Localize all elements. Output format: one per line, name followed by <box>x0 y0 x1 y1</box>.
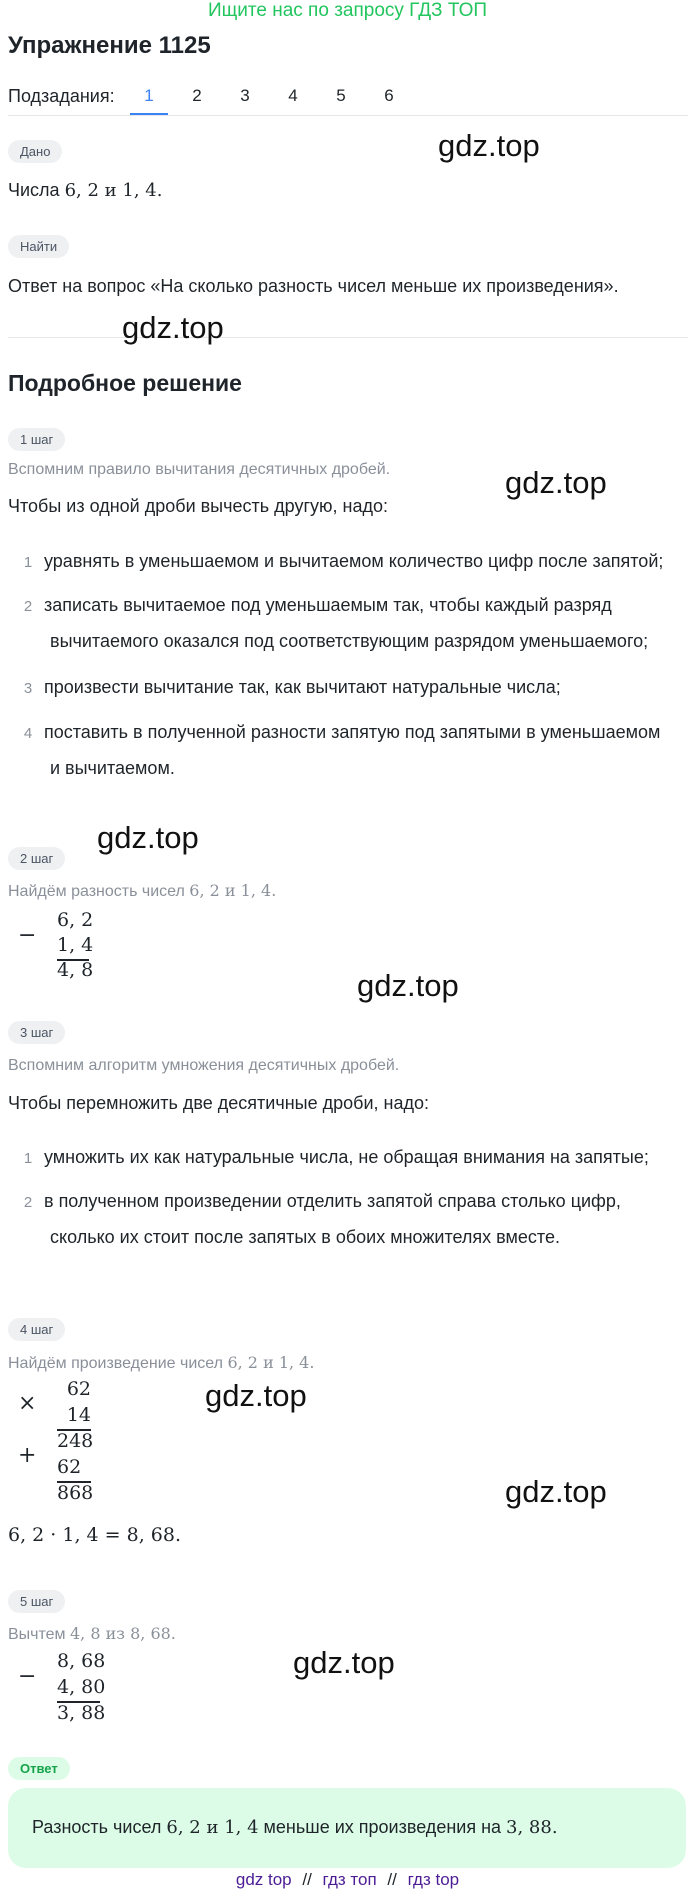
minuend: 8, 68 <box>57 1650 106 1672</box>
answer-badge: Ответ <box>8 1757 70 1780</box>
find-text: Ответ на вопрос «На сколько разность чисел меньше их произведения». <box>8 276 619 296</box>
list-item: поставить в полученной разности запятую под запятыми в уменьшаемом <box>44 722 661 742</box>
solution-title: Подробное решение <box>8 370 242 396</box>
watermark: gdz.top <box>357 968 459 1003</box>
minus-sign: − <box>18 923 37 948</box>
step-3-badge: 3 шаг <box>8 1021 65 1044</box>
subtrahend: 4, 80 <box>57 1676 106 1698</box>
tab-subtask-2[interactable]: 2 <box>192 86 202 105</box>
list-item: произвести вычитание так, как вычитают натуральные числа; <box>44 677 561 697</box>
tabs-divider <box>8 115 688 116</box>
page-title: Упражнение 1125 <box>8 32 211 59</box>
step-2-hint: Найдём разность чисел 6, 2 и 1, 4. <box>8 881 277 900</box>
list-number: 4 <box>23 725 33 742</box>
watermark: gdz.top <box>505 465 607 500</box>
subtasks-label: Подзадания: <box>8 86 115 106</box>
list-item: уравнять в уменьшаемом и вычитаемом количество цифр после запятой; <box>44 551 664 571</box>
list-number: 2 <box>23 598 33 615</box>
watermark: gdz.top <box>97 820 199 855</box>
step-1-badge: 1 шаг <box>8 428 65 451</box>
tab-subtask-5[interactable]: 5 <box>336 86 346 105</box>
minuend: 6, 2 <box>57 909 94 931</box>
difference: 3, 88 <box>57 1702 106 1724</box>
multiply-sign: × <box>18 1391 37 1416</box>
difference: 4, 8 <box>57 959 94 981</box>
step-4-hint: Найдём произведение чисел 6, 2 и 1, 4. <box>8 1353 315 1372</box>
partial-product-2: 62 <box>57 1456 82 1478</box>
answer-text: Разность чисел 6, 2 и 1, 4 меньше их произведения на 3, 88. <box>32 1817 558 1838</box>
footer-separator: // <box>387 1870 397 1889</box>
watermark: gdz.top <box>505 1474 607 1509</box>
product: 868 <box>57 1482 94 1504</box>
footer-link[interactable]: гдз top <box>407 1870 460 1889</box>
tab-subtask-3[interactable]: 3 <box>240 86 250 105</box>
plus-sign: + <box>18 1443 37 1468</box>
list-item: записать вычитаемое под уменьшаемым так, чтобы каждый разряд <box>44 595 612 615</box>
watermark: gdz.top <box>122 310 224 345</box>
search-banner: Ищите нас по запросу ГДЗ ТОП <box>207 0 488 21</box>
factor-1: 62 <box>66 1378 91 1400</box>
factor-2: 14 <box>66 1404 91 1426</box>
list-item: умножить их как натуральные числа, не обращая внимания на запятые; <box>44 1147 649 1167</box>
list-item-continuation: вычитаемого оказался под соответствующим разрядом уменьшаемого; <box>50 631 649 651</box>
subtrahend: 1, 4 <box>57 934 94 956</box>
find-badge: Найти <box>8 235 69 258</box>
step-5-hint: Вычтем 4, 8 из 8, 68. <box>8 1624 176 1643</box>
tab-subtask-6[interactable]: 6 <box>384 86 394 105</box>
list-item-continuation: и вычитаемом. <box>50 758 175 778</box>
watermark: gdz.top <box>438 128 540 163</box>
step-1-hint: Вспомним правило вычитания десятичных дробей. <box>8 461 391 478</box>
tab-subtask-4[interactable]: 4 <box>288 86 298 105</box>
step-3-lead: Чтобы перемножить две десятичные дроби, надо: <box>8 1093 429 1113</box>
list-item: в полученном произведении отделить запятой справа столько цифр, <box>44 1191 621 1211</box>
watermark: gdz.top <box>293 1645 395 1680</box>
step-3-hint: Вспомним алгоритм умножения десятичных дробей. <box>8 1057 400 1074</box>
given-badge: Дано <box>8 140 62 163</box>
minus-sign: − <box>18 1664 37 1689</box>
step-1-lead: Чтобы из одной дроби вычесть другую, надо: <box>8 496 388 516</box>
footer-link[interactable]: gdz top <box>235 1870 292 1889</box>
step-4-badge: 4 шаг <box>8 1318 65 1341</box>
list-number: 3 <box>23 680 33 697</box>
footer-link[interactable]: гдз топ <box>322 1870 377 1889</box>
given-text: Числа 6, 2 и 1, 4. <box>8 180 163 201</box>
step-2-badge: 2 шаг <box>8 847 65 870</box>
list-number: 2 <box>23 1194 33 1211</box>
list-number: 1 <box>23 554 33 571</box>
list-number: 1 <box>23 1150 33 1167</box>
watermark: gdz.top <box>205 1378 307 1413</box>
tab-subtask-1[interactable]: 1 <box>144 86 154 105</box>
step-5-badge: 5 шаг <box>8 1590 65 1613</box>
product-result: 6, 2 · 1, 4 = 8, 68. <box>8 1524 182 1546</box>
section-divider <box>8 337 688 338</box>
list-item-continuation: сколько их стоит после запятых в обоих множителях вместе. <box>50 1227 560 1247</box>
footer-separator: // <box>302 1870 312 1889</box>
partial-product-1: 248 <box>57 1430 94 1452</box>
footer-links <box>0 1870 695 1890</box>
